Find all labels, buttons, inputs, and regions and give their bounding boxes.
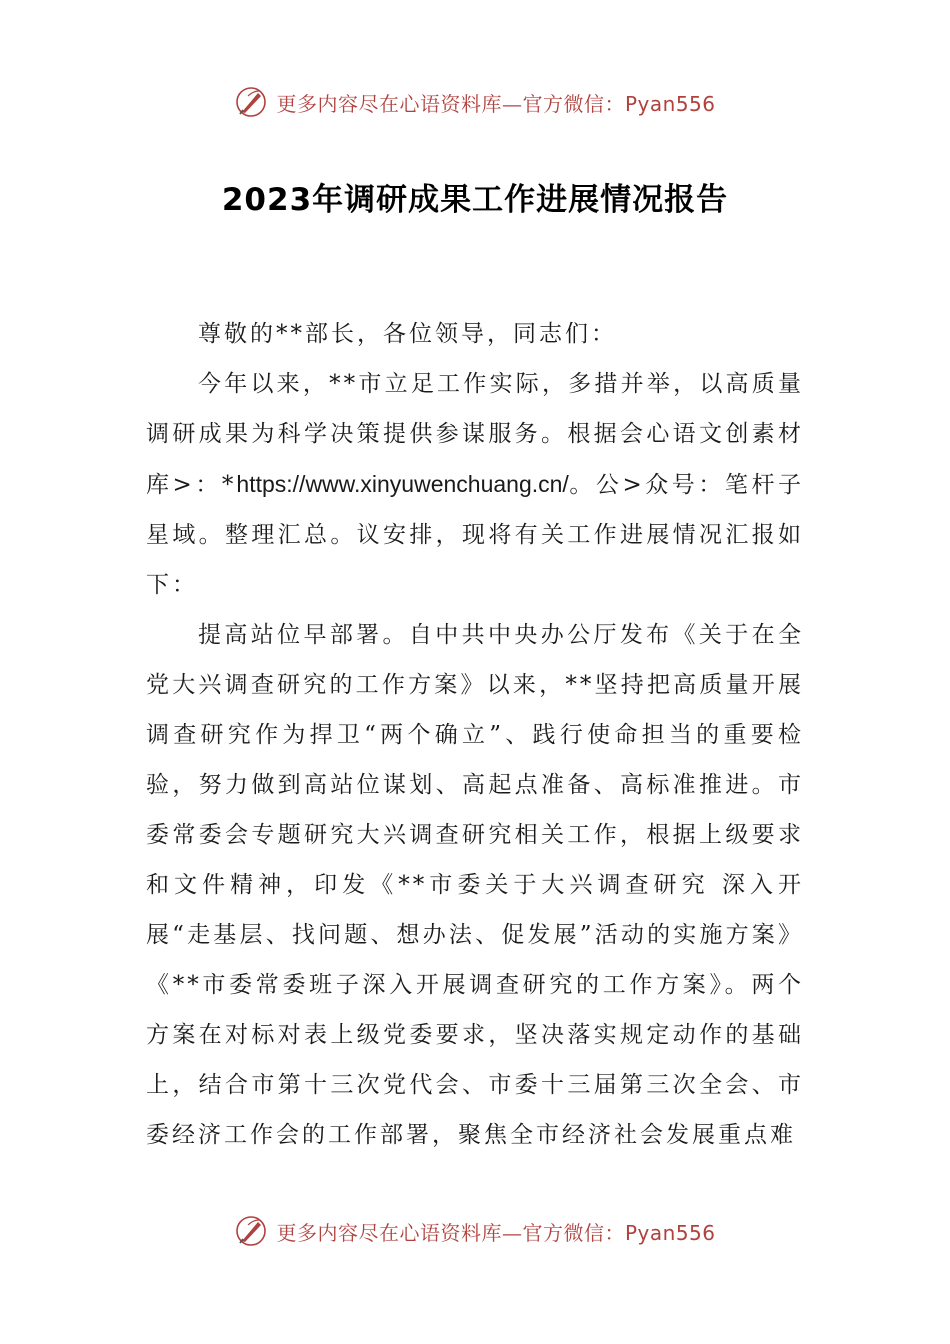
document-body (146, 309, 804, 1160)
wechat-id: Pyan556 (624, 1220, 716, 1245)
paragraph-intro (146, 359, 804, 610)
paragraph-deployment: 提高站位早部署。自中共中央办公厅发布《关于在全党大兴调查研究的工作方案》以来，**坚持把高质量开展调查研究作为捍卫“两个确立”、践行使命担当的重要检验，努力做到高站位谋划、高起点准备、高标准推进。市委常委会专题研究大兴调查研究相关工作，根据上级要求和文件精神，印发《**市委关于大兴调查研究 深入开展“走基层、找问题、想办法、促发展”活动的实施方案》《**市委常委班子深入开展调查研究的工作方案》。两个方案在对标对表上级党委要求，坚决落实规定动作的基础上，结合市第十三次党代会、市委十三届第三次全会、市委经济工作会的工作部署，聚焦全市经济社会发展重点难 (146, 622, 804, 1148)
quill-pen-logo-icon (234, 85, 268, 119)
footer-banner (0, 1209, 950, 1253)
website-url: https://www.xinyuwenchuang.cn/ (236, 471, 569, 497)
document-title: 2023年调研成果工作进展情况报告 (221, 182, 729, 218)
header-banner-content (234, 85, 715, 119)
header-banner (0, 80, 950, 124)
footer-banner-content (234, 1214, 715, 1248)
banner-main-text: 更多内容尽在心语资料库—官方微信： (276, 1220, 625, 1245)
banner-main-text: 更多内容尽在心语资料库—官方微信： (276, 91, 625, 116)
paragraph-intro-text-1: 今年以来，**市立足工作实际，多措并举，以高质量调研成果为科学决策提供参谋服务。根据会心语文创素材库>：* (146, 371, 804, 498)
quill-pen-logo-icon (234, 1214, 268, 1248)
banner-text (276, 88, 715, 117)
salutation: 尊敬的**部长，各位领导，同志们： (198, 321, 617, 347)
wechat-id: Pyan556 (624, 91, 716, 116)
banner-text (276, 1217, 715, 1246)
paragraph-intro-text-2: 。公>众号：笔杆子星域。整理汇总。议安排，现将有关工作进展情况汇报如下： (146, 472, 804, 598)
